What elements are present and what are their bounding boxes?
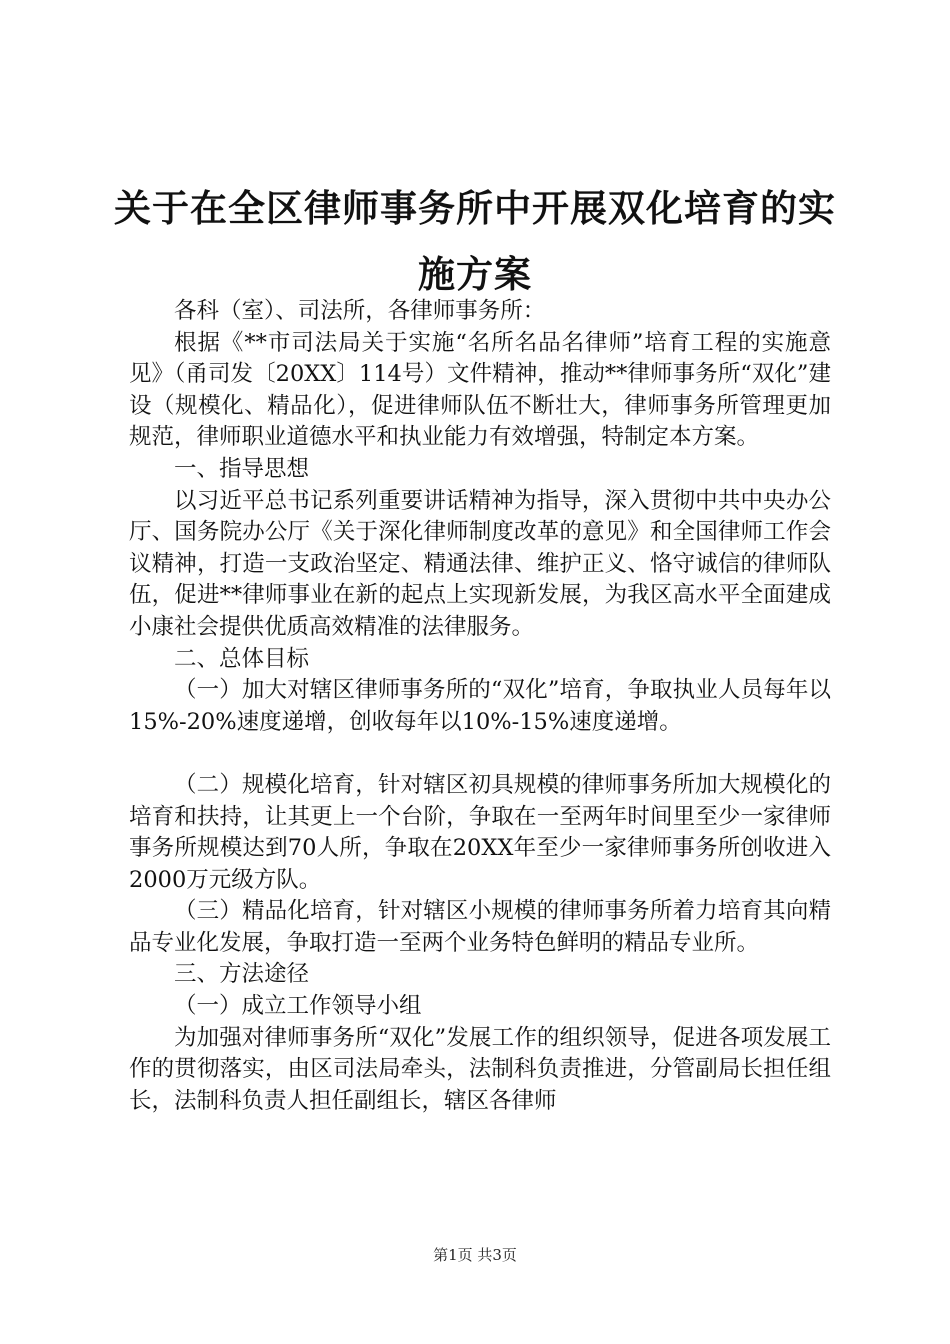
page-footer: 第1页 共3页 — [433, 1246, 517, 1264]
document-body — [129, 296, 831, 1117]
intro-paragraph: 根据《**市司法局关于实施“名所名品名律师”培育工程的实施意见》（甬司发〔20XX〕114号）文件精神，推动**律师事务所“双化”建设（规模化、精品化），促进律师队伍不断壮大，律师事务所管理更加规范，律师职业道德水平和执业能力有效增强，特制定本方案。 — [129, 329, 831, 451]
guiding-thought-paragraph: 以习近平总书记系列重要讲话精神为指导，深入贯彻中共中央办公厅、国务院办公厅《关于深化律师制度改革的意见》和全国律师工作会议精神，打造一支政治坚定、精通法律、维护正义、恪守诚信的律师队伍，促进**律师事业在新的起点上实现新发展，为我区高水平全面建成小康社会提供优质高效精准的法律服务。 — [129, 487, 831, 640]
section-heading-overall-goal: 二、总体目标 — [174, 645, 310, 672]
section-heading-guiding-thought: 一、指导思想 — [174, 455, 310, 482]
method-paragraph-1: 为加强对律师事务所“双化”发展工作的组织领导，促进各项发展工作的贯彻落实，由区司法局牵头，法制科负责推进，分管副局长担任组长，法制科负责人担任副组长，辖区各律师 — [129, 1024, 831, 1114]
goal-item-2: （二）规模化培育，针对辖区初具规模的律师事务所加大规模化的培育和扶持，让其更上一个台阶，争取在一至两年时间里至少一家律师事务所规模达到70人所，争取在20XX年至少一家律师事务所创收进入2000万元级方队。 — [129, 771, 831, 893]
section-heading-methods: 三、方法途径 — [174, 961, 310, 988]
method-subheading-1: （一）成立工作领导小组 — [174, 993, 422, 1020]
goal-item-1: （一）加大对辖区律师事务所的“双化”培育，争取执业人员每年以15%-20%速度递增，创收每年以10%-15%速度递增。 — [129, 677, 831, 735]
document-title: 关于在全区律师事务所中开展双化培育的实施方案 — [114, 187, 836, 296]
goal-item-3: （三）精品化培育，针对辖区小规模的律师事务所着力培育其向精品专业化发展，争取打造一至两个业务特色鲜明的精品专业所。 — [129, 898, 831, 956]
salutation: 各科（室）、司法所，各律师事务所： — [174, 298, 546, 324]
